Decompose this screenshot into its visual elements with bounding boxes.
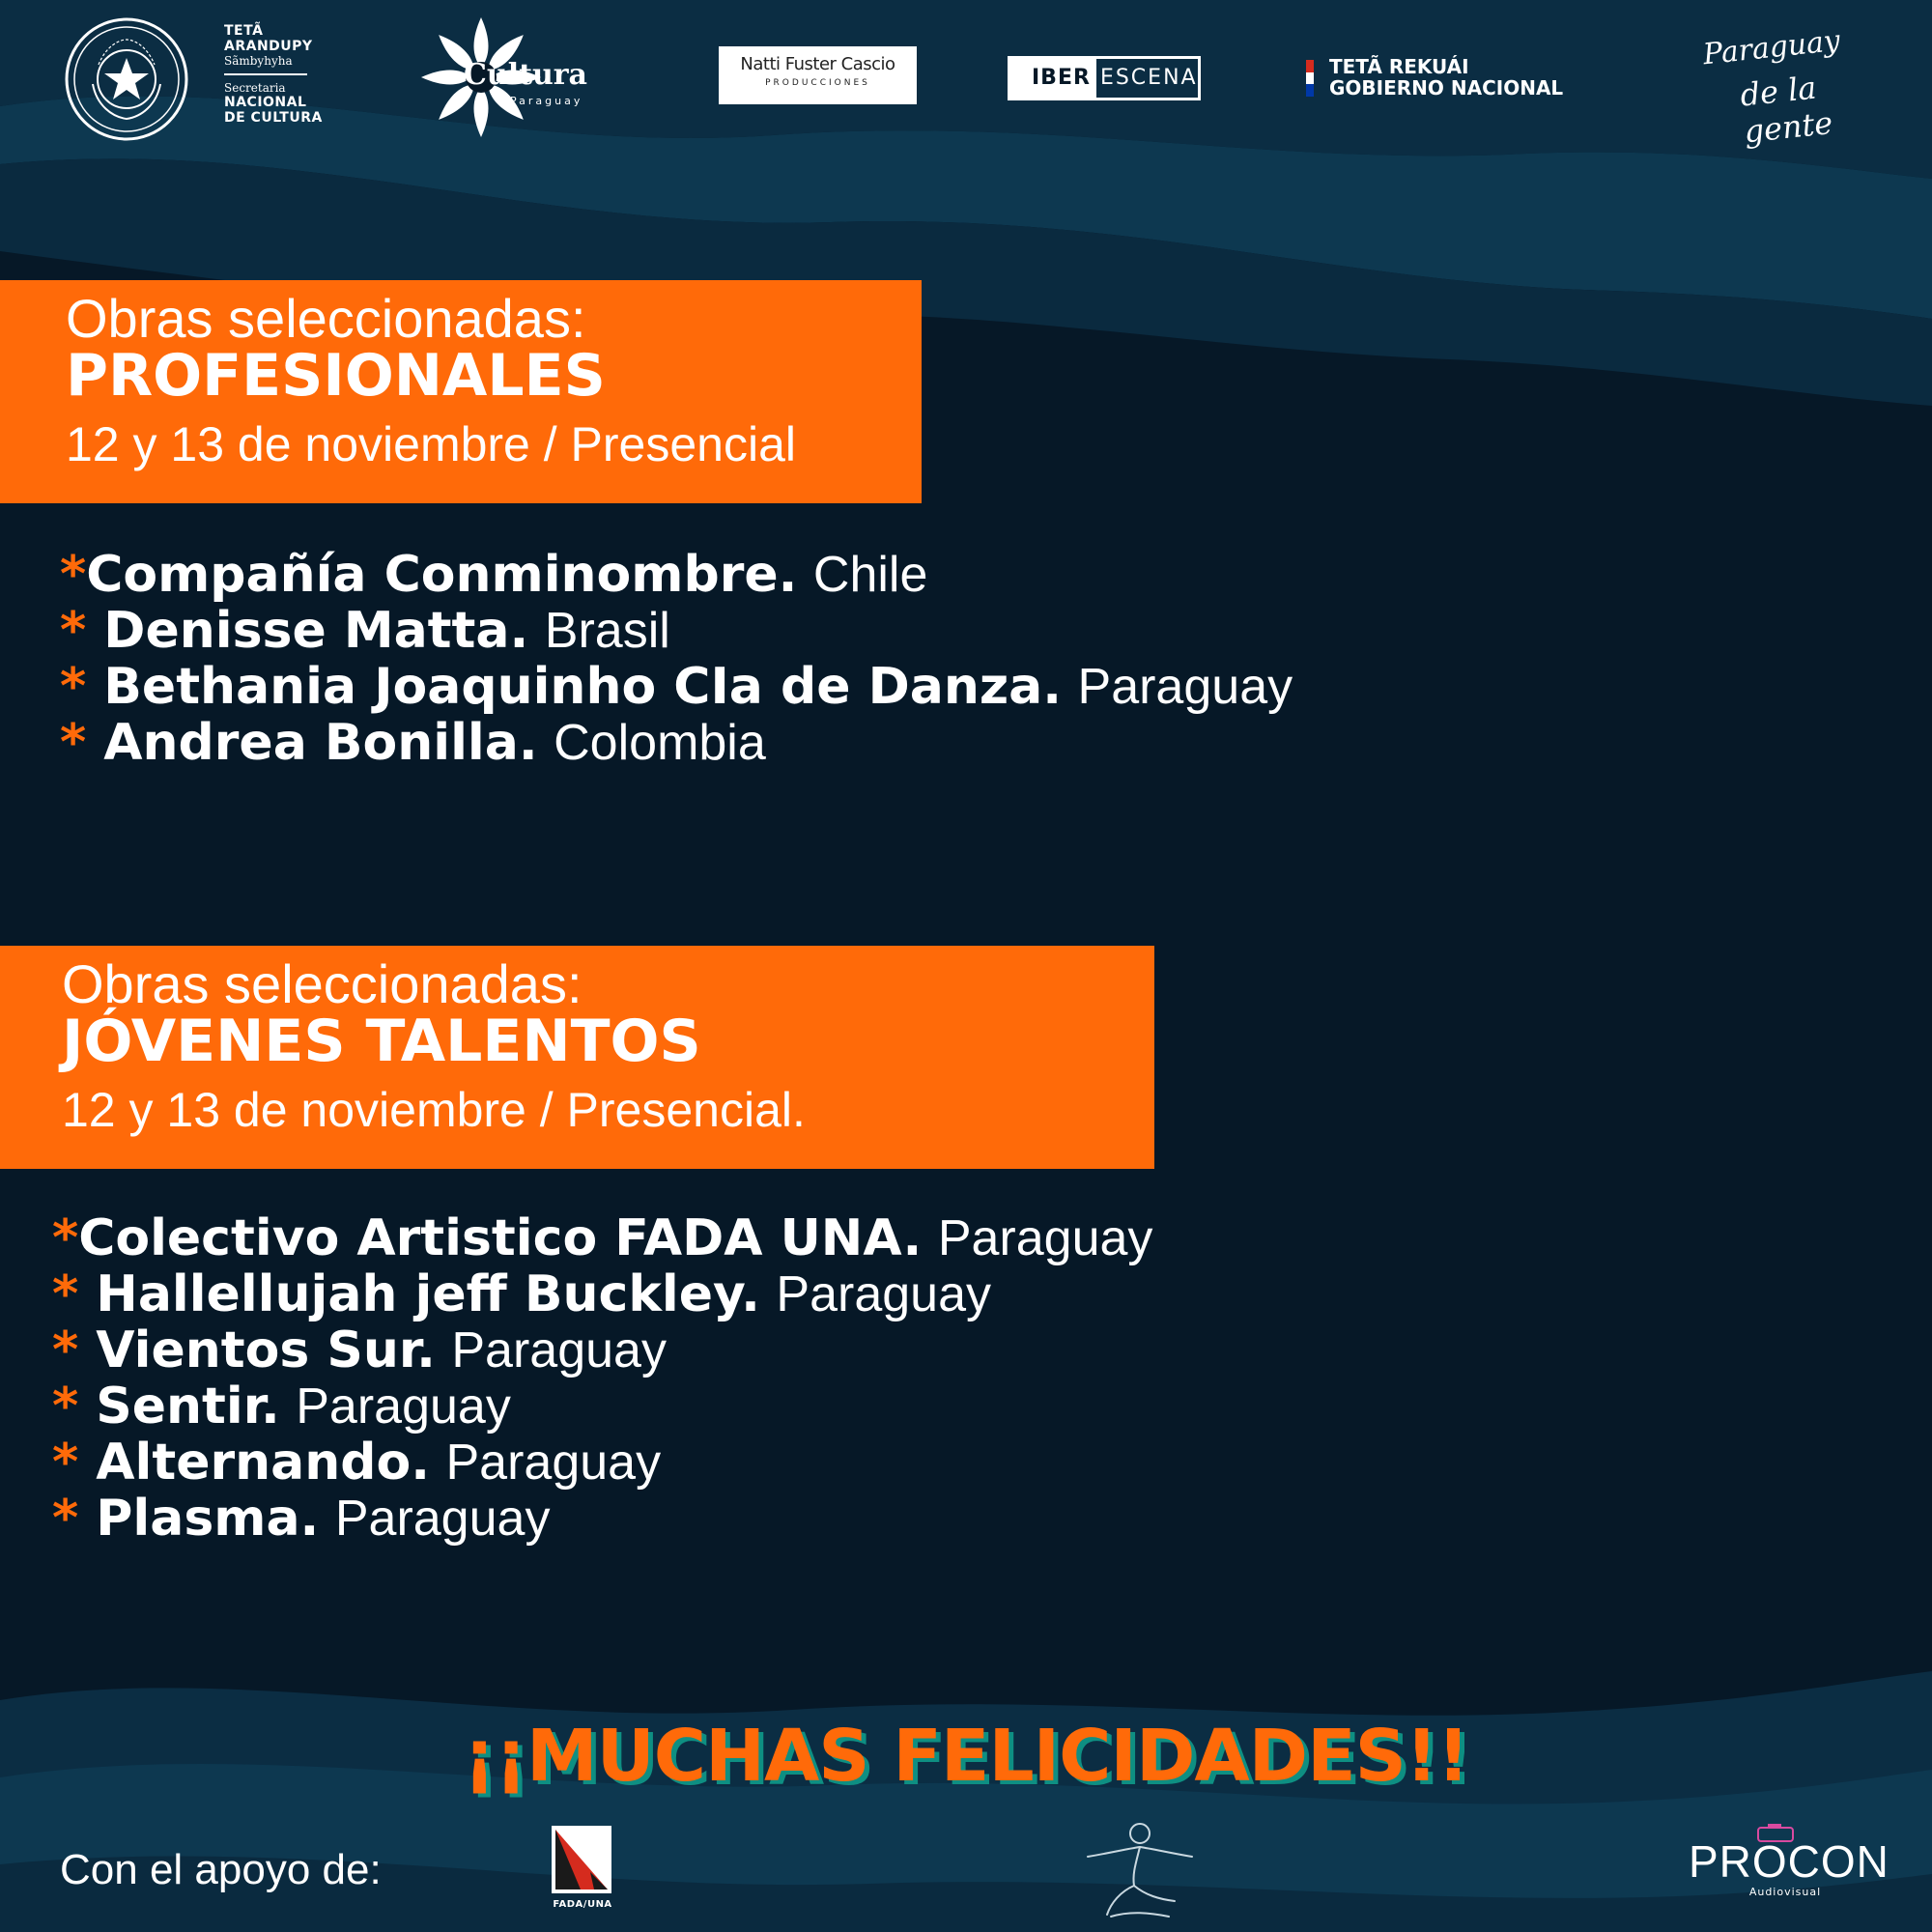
asterisk-bullet: * [52,1321,97,1379]
cultura-paraguay-logo [417,14,611,141]
snc-line4: Secretaria [224,81,286,95]
list-item [52,1266,1152,1322]
snc-line6: DE CULTURA [224,110,323,126]
list-item [52,1378,1152,1435]
selected-works-list-profesionales [60,547,1293,771]
flag-icon [1306,60,1314,97]
pdlg-line1: Paraguay [1701,23,1842,72]
fada-una-logo [548,1826,617,1922]
snc-line1: TETÃ [224,23,264,39]
work-country: Paraguay [296,1378,511,1435]
iberescena-part1: IBER [1010,59,1096,98]
asterisk-bullet: * [52,1434,97,1492]
snc-line3: Sãmbyhyha [224,54,293,68]
section-title: PROFESIONALES [66,342,606,410]
work-name: Sentir. [96,1378,280,1435]
asterisk-bullet: * [52,1378,97,1435]
section-kicker: Obras seleccionadas: [66,288,586,349]
secretaria-cultura-logo [224,23,330,126]
congratulations-banner: ¡¡MUCHAS FELICIDADES!! [463,1715,1469,1798]
national-seal-logo [64,16,189,142]
asterisk-bullet: * [60,714,104,772]
pdlg-line2: de la gente [1738,69,1834,151]
iberescena-logo [1008,56,1201,100]
asterisk-bullet: * [60,658,104,716]
work-name: Denisse Matta. [103,602,529,660]
list-item [52,1322,1152,1378]
procon-sub: Audiovisual [1748,1886,1822,1898]
work-name: Colectivo Artistico FADA UNA. [78,1209,923,1267]
section-date: 12 y 13 de noviembre / Presencial [66,417,796,471]
fada-label: FADA/UNA [553,1899,612,1910]
section-kicker: Obras seleccionadas: [62,953,582,1014]
work-country: Colombia [554,715,766,771]
paraguay-de-la-gente-logo [1695,19,1888,151]
work-name: Vientos Sur. [96,1321,436,1379]
section-date: 12 y 13 de noviembre / Presencial. [62,1083,806,1137]
work-country: Paraguay [445,1435,662,1491]
snc-line2: ARANDUPY [224,39,313,54]
work-country: Chile [812,547,928,603]
list-item [60,547,1293,603]
cultura-sub: Paraguay [510,95,583,107]
selected-works-list-jovenes [52,1210,1152,1547]
work-name: Bethania Joaquinho CIa de Danza. [103,658,1062,716]
dancer-icon [1082,1814,1198,1922]
gobierno-line2: GOBIERNO NACIONAL [1329,76,1564,99]
section-title: JÓVENES TALENTOS [62,1008,701,1075]
section-header-jovenes-talentos [0,946,1154,1169]
snc-line5: NACIONAL [224,95,307,110]
work-country: Paraguay [1077,659,1293,715]
work-name: Compañía Conminombre. [86,546,798,604]
asterisk-bullet: * [52,1490,97,1548]
natti-sub: PRODUCCIONES [765,78,870,88]
support-label: Con el apoyo de: [60,1846,382,1893]
cultura-word: Cultura [464,58,587,92]
national-seal-icon [64,16,189,142]
work-country: Paraguay [776,1266,992,1322]
list-item [52,1435,1152,1491]
gobierno-nacional-logo [1306,56,1577,100]
work-country: Paraguay [451,1322,667,1378]
list-item [52,1210,1152,1266]
natti-fuster-logo [719,46,917,104]
snc-divider [224,73,307,75]
work-name: Alternando. [96,1434,430,1492]
work-country: Paraguay [334,1491,551,1547]
work-country: Paraguay [937,1210,1153,1266]
work-name: Andrea Bonilla. [103,714,538,772]
asterisk-bullet: * [60,602,104,660]
work-name: Hallellujah jeff Buckley. [96,1265,760,1323]
asterisk-bullet: * [60,546,87,604]
list-item [60,603,1293,659]
work-country: Brasil [544,603,670,659]
work-name: Plasma. [96,1490,320,1548]
asterisk-bullet: * [52,1265,97,1323]
gobierno-line1: TETÃ REKUÁI [1329,55,1469,78]
logo-bar [0,0,1932,155]
iberescena-part2: ESCENA [1099,66,1198,90]
list-item [52,1491,1152,1547]
section-header-profesionales [0,280,922,503]
fada-sail-icon [552,1826,611,1893]
list-item [60,715,1293,771]
procon-word: PROCON [1689,1836,1889,1887]
natti-name: Natti Fuster Cascio [740,54,895,74]
asterisk-bullet: * [52,1209,79,1267]
list-item [60,659,1293,715]
procon-logo [1689,1835,1889,1922]
